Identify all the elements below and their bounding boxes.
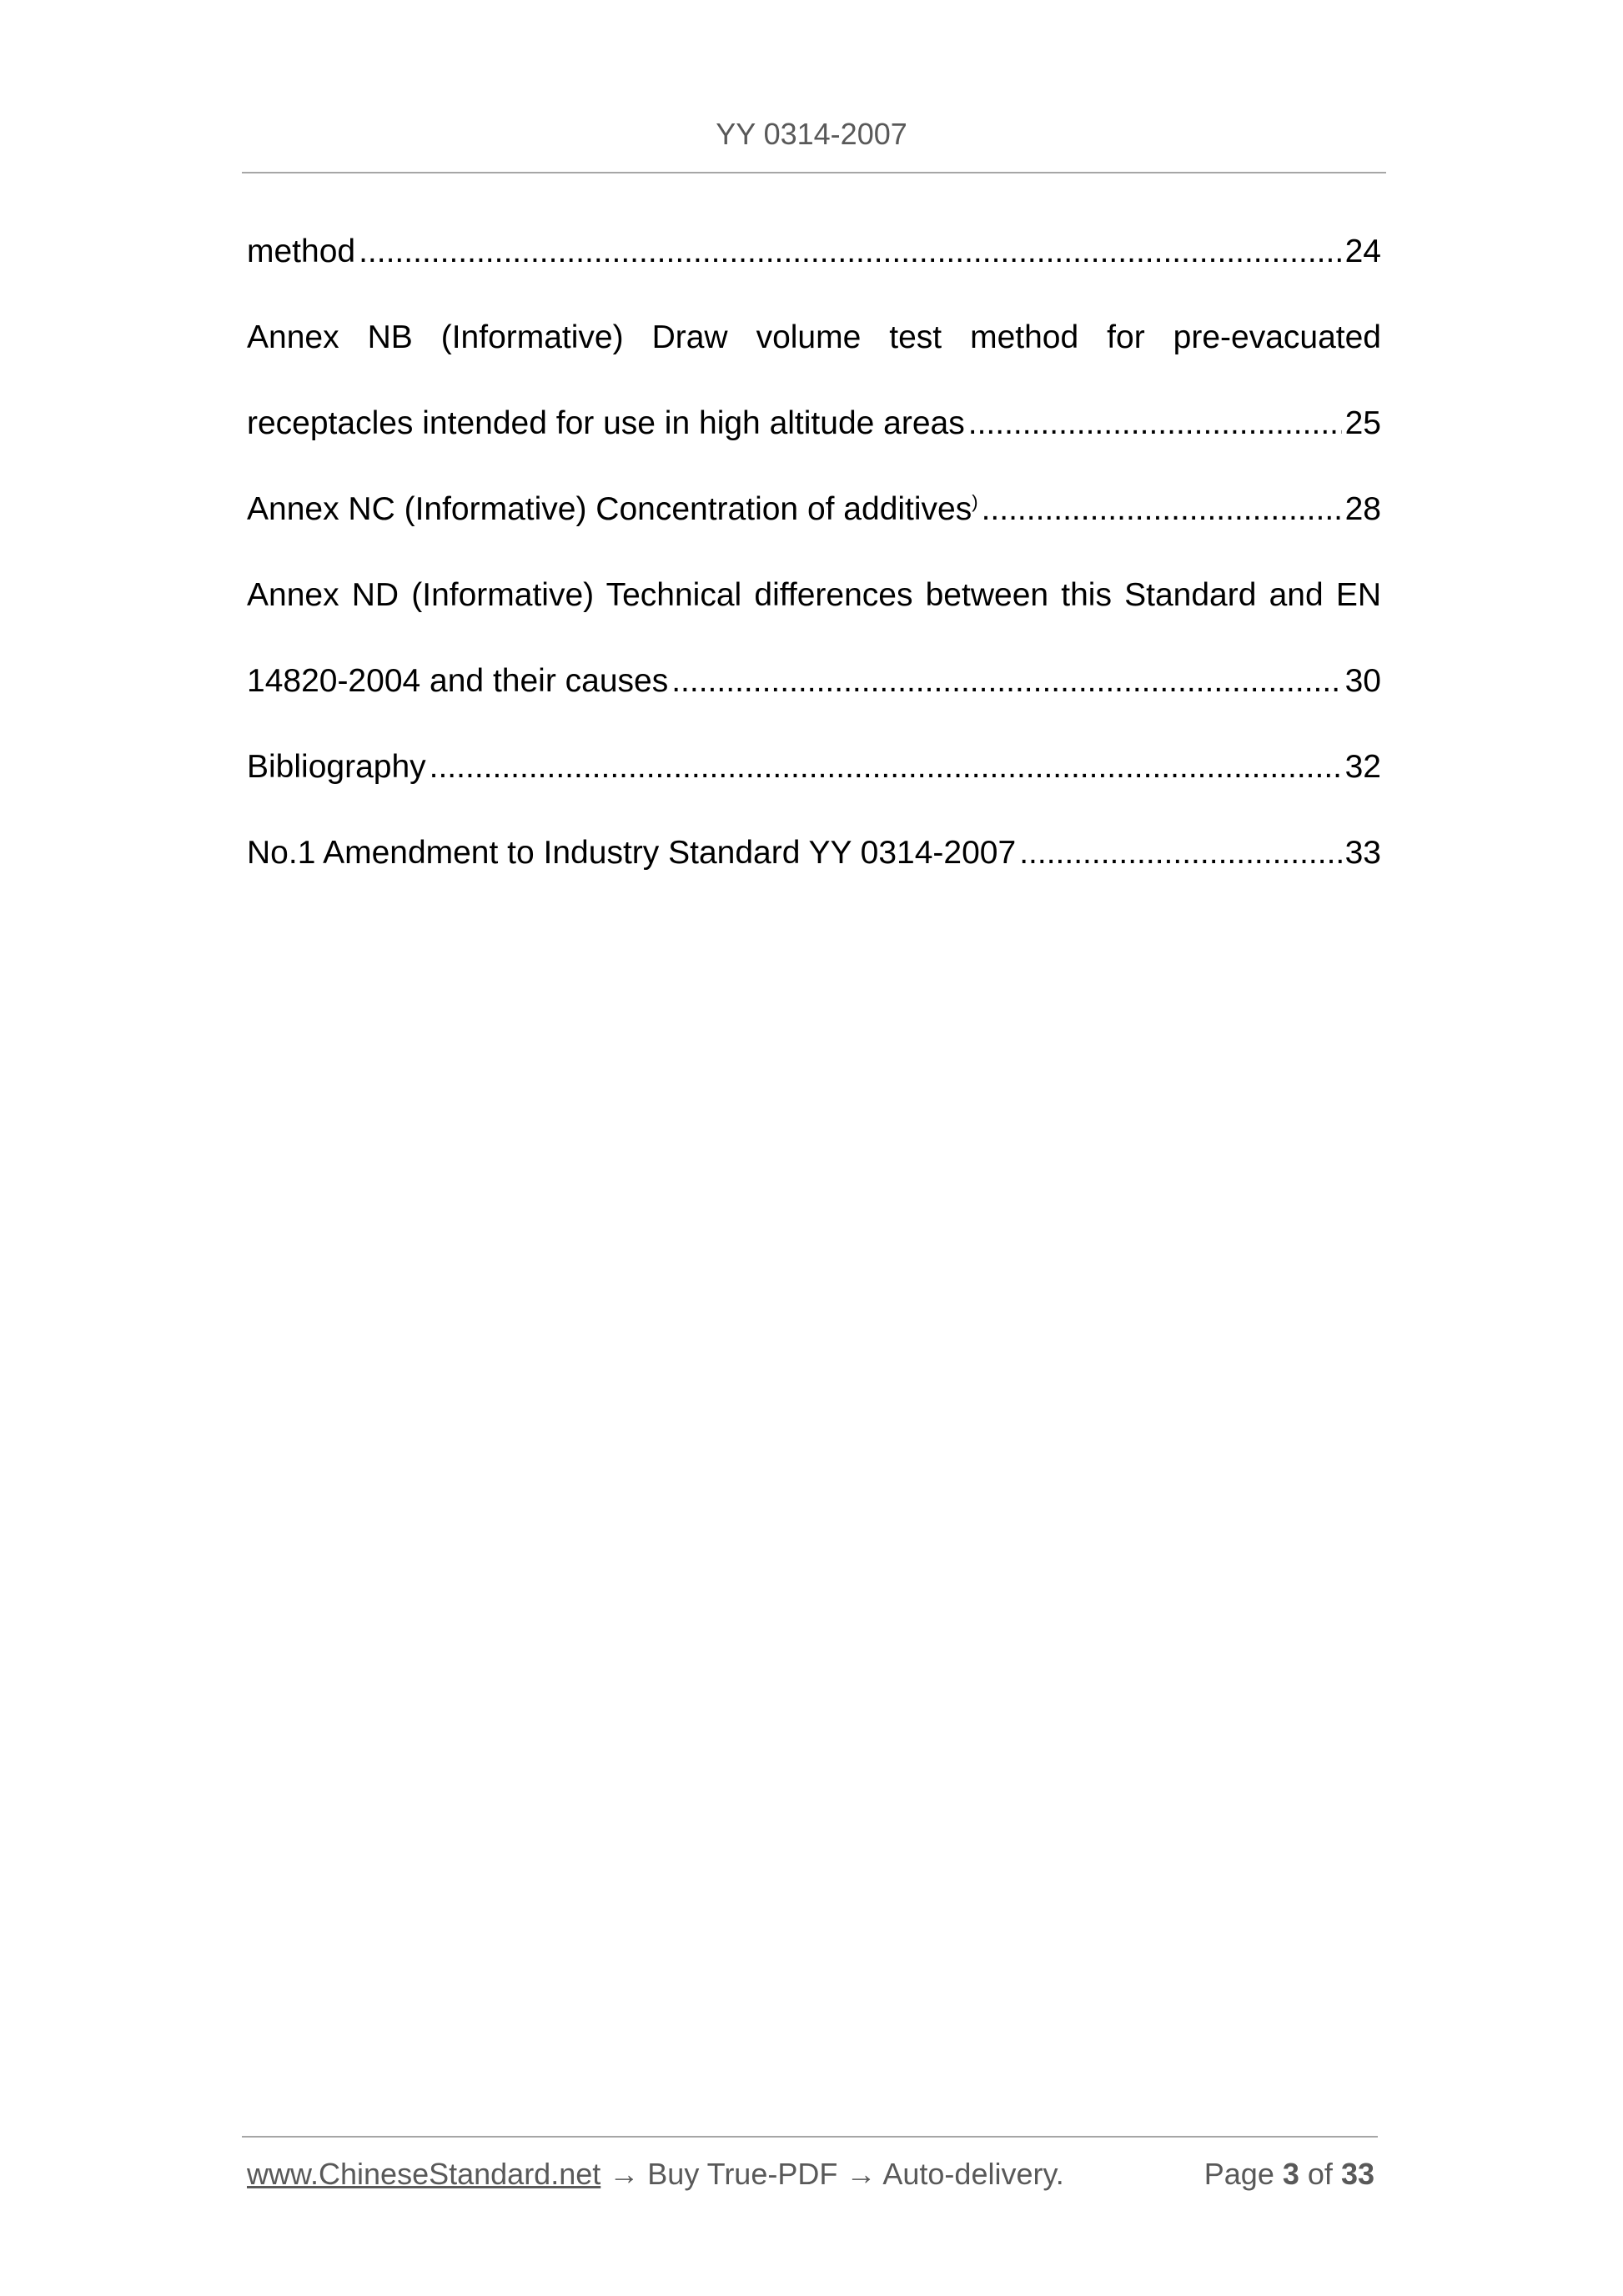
arrow-right-icon: → [846, 2157, 877, 2191]
page-total: 33 [1340, 2157, 1374, 2191]
website-link[interactable]: www.ChineseStandard.net [247, 2157, 601, 2191]
table-of-contents [247, 227, 1381, 914]
toc-entry-title-cont: receptacles intended for use in high altitude areas [247, 405, 965, 441]
toc-entry-page: 32 [1344, 749, 1381, 785]
toc-leader-dots [982, 485, 1342, 535]
toc-leader-dots [671, 656, 1341, 706]
toc-leader-dots [1019, 828, 1341, 878]
toc-entry-note-mark: ) [972, 491, 978, 512]
of-label: of [1307, 2157, 1333, 2191]
toc-entry[interactable] [247, 828, 1381, 914]
page-header-title: YY 0314-2007 [716, 117, 907, 151]
toc-entry-title-text: Annex NC (Informative) Concentration of additives [247, 491, 972, 527]
toc-entry-page: 33 [1344, 835, 1381, 871]
toc-leader-dots [359, 227, 1342, 277]
header-divider [242, 172, 1386, 173]
footer-promo [247, 2157, 1064, 2192]
toc-entry-page: 24 [1344, 234, 1381, 269]
toc-entry-title: Annex ND (Informative) Technical differences between this Standard and EN [247, 577, 1381, 613]
page-number [1204, 2157, 1374, 2192]
toc-entry[interactable] [247, 656, 1381, 742]
toc-entry[interactable] [247, 742, 1381, 828]
toc-entry-title-line[interactable] [247, 570, 1381, 656]
toc-entry-title-line[interactable] [247, 313, 1381, 399]
toc-leader-dots [968, 399, 1342, 449]
buy-true-pdf-text: Buy True-PDF [647, 2157, 838, 2191]
toc-leader-dots [430, 742, 1342, 792]
toc-entry-title-cont: 14820-2004 and their causes [247, 663, 669, 699]
toc-entry-page: 30 [1344, 663, 1381, 699]
toc-entry[interactable] [247, 485, 1381, 570]
toc-entry-page: 25 [1344, 405, 1381, 441]
toc-entry-title: Annex NB (Informative) Draw volume test method for pre-evacuated [247, 319, 1381, 355]
toc-entry-title: Bibliography [247, 749, 426, 785]
footer-divider [242, 2136, 1378, 2138]
page-label: Page [1203, 2157, 1274, 2191]
toc-entry-title: method [247, 234, 356, 269]
toc-entry-title: No.1 Amendment to Industry Standard YY 0314-2007 [247, 835, 1017, 871]
toc-entry-page: 28 [1344, 491, 1381, 527]
toc-entry[interactable] [247, 399, 1381, 485]
toc-entry[interactable] [247, 227, 1381, 313]
page-current: 3 [1282, 2157, 1299, 2191]
auto-delivery-text: Auto-delivery. [882, 2157, 1064, 2191]
arrow-right-icon: → [609, 2157, 640, 2191]
toc-entry-title [247, 485, 978, 535]
page-footer [247, 2157, 1374, 2192]
